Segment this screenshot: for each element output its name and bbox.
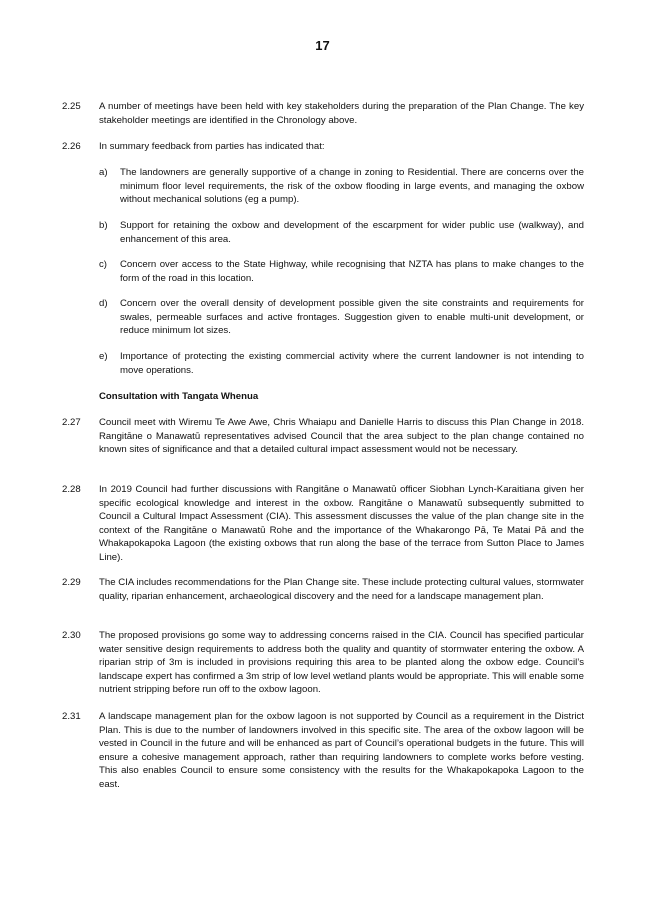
paragraph-number: 2.31 <box>62 711 81 722</box>
paragraph-number: 2.28 <box>62 484 81 495</box>
feedback-item-a <box>99 166 584 207</box>
page-number: 17 <box>315 38 330 53</box>
paragraph-text: Council meet with Wiremu Te Awe Awe, Chris Whaiapu and Danielle Harris to discuss this Plan Change in 2018. Rangitāne o Manawatū representatives advised Council that the area subject to the plan change contained no known sites of significance and that a detailed cultural impact assessment would not be necessary. <box>99 417 584 456</box>
paragraph-2-31 <box>62 710 584 792</box>
paragraph-2-25 <box>62 100 584 127</box>
item-label: a) <box>99 167 108 178</box>
paragraph-text: In 2019 Council had further discussions with Rangitāne o Manawatū officer Siobhan Lynch-Karaitiana given her specific ecological knowledge and interest in the oxbow. Rangitāne o Manawatū subsequently submitted to Council a Cultural Impact Assessment (CIA). This assessment discusses the value of the plan change site in the context of the Rangitāne o Manawatū Rohe and the importance of the Whakarongo Pā, Te Matai Pā and the Whakapokapoka Lagoon (the existing oxbows that run along the base of the terrace from Sutton Place to James Line). <box>99 484 584 563</box>
item-label: b) <box>99 220 108 231</box>
item-text: Concern over access to the State Highway, while recognising that NZTA has plans to make changes to the form of the road in this location. <box>120 259 584 284</box>
item-text: Importance of protecting the existing commercial activity where the current landowner is not intending to move operations. <box>120 351 584 376</box>
paragraph-text: The CIA includes recommendations for the Plan Change site. These include protecting cultural values, stormwater quality, riparian enhancement, archaeological discovery and the need for a landscape management plan. <box>99 577 584 602</box>
paragraph-2-29 <box>62 576 584 603</box>
paragraph-number: 2.30 <box>62 630 81 641</box>
feedback-item-e <box>99 350 584 377</box>
item-text: Concern over the overall density of development possible given the site constraints and requirements for swales, permeable surfaces and active frontages. Suggestion given to enable multi-unit development, or reduce minimum lot sizes. <box>120 298 584 337</box>
item-text: Support for retaining the oxbow and development of the escarpment for wider public use (walkway), and enhancement of this area. <box>120 220 584 245</box>
item-label: d) <box>99 298 108 309</box>
item-label: e) <box>99 351 108 362</box>
item-label: c) <box>99 259 107 270</box>
paragraph-number: 2.25 <box>62 101 81 112</box>
paragraph-text: In summary feedback from parties has indicated that: <box>99 141 325 152</box>
paragraph-2-27 <box>62 416 584 457</box>
paragraph-text: The proposed provisions go some way to addressing concerns raised in the CIA. Council has specified particular water sensitive design requirements to address both the quality and quantity of stormwater entering the oxbow. A riparian strip of 3m is included in provisions requiring this area to be planted along the oxbow edge. Council’s landscape expert has confirmed a 3m strip of low level wetland plants would be appropriate. This will enable some nutrient stripping before run off to the oxbow lagoon. <box>99 630 584 696</box>
item-text: The landowners are generally supportive of a change in zoning to Residential. There are concerns over the minimum floor level requirements, the risk of the oxbow flooding in large events, and managing the oxbow without mechanical solutions (eg a pump). <box>120 167 584 206</box>
feedback-item-b <box>99 219 584 246</box>
paragraph-2-30 <box>62 629 584 697</box>
paragraph-2-26 <box>62 140 584 154</box>
paragraph-2-28 <box>62 483 584 565</box>
paragraph-number: 2.26 <box>62 141 81 152</box>
paragraph-number: 2.27 <box>62 417 81 428</box>
feedback-item-c <box>99 258 584 285</box>
paragraph-number: 2.29 <box>62 577 81 588</box>
paragraph-text: A number of meetings have been held with key stakeholders during the preparation of the Plan Change. The key stakeholder meetings are identified in the Chronology above. <box>99 101 584 126</box>
feedback-item-d <box>99 297 584 338</box>
section-heading: Consultation with Tangata Whenua <box>99 391 259 402</box>
paragraph-text: A landscape management plan for the oxbow lagoon is not supported by Council as a requirement in the District Plan. This is due to the number of landowners involved in this specific site. The area of the oxbow lagoon will be vested in Council in the future and will be enhanced as part of Council’s operational budgets in the future. This will ensure a cohesive management approach, rather than requiring landowners to complete works before vesting. This also enables Council to ensure some consistency with the results for the Whakapokapoka Lagoon to the east. <box>99 711 584 790</box>
